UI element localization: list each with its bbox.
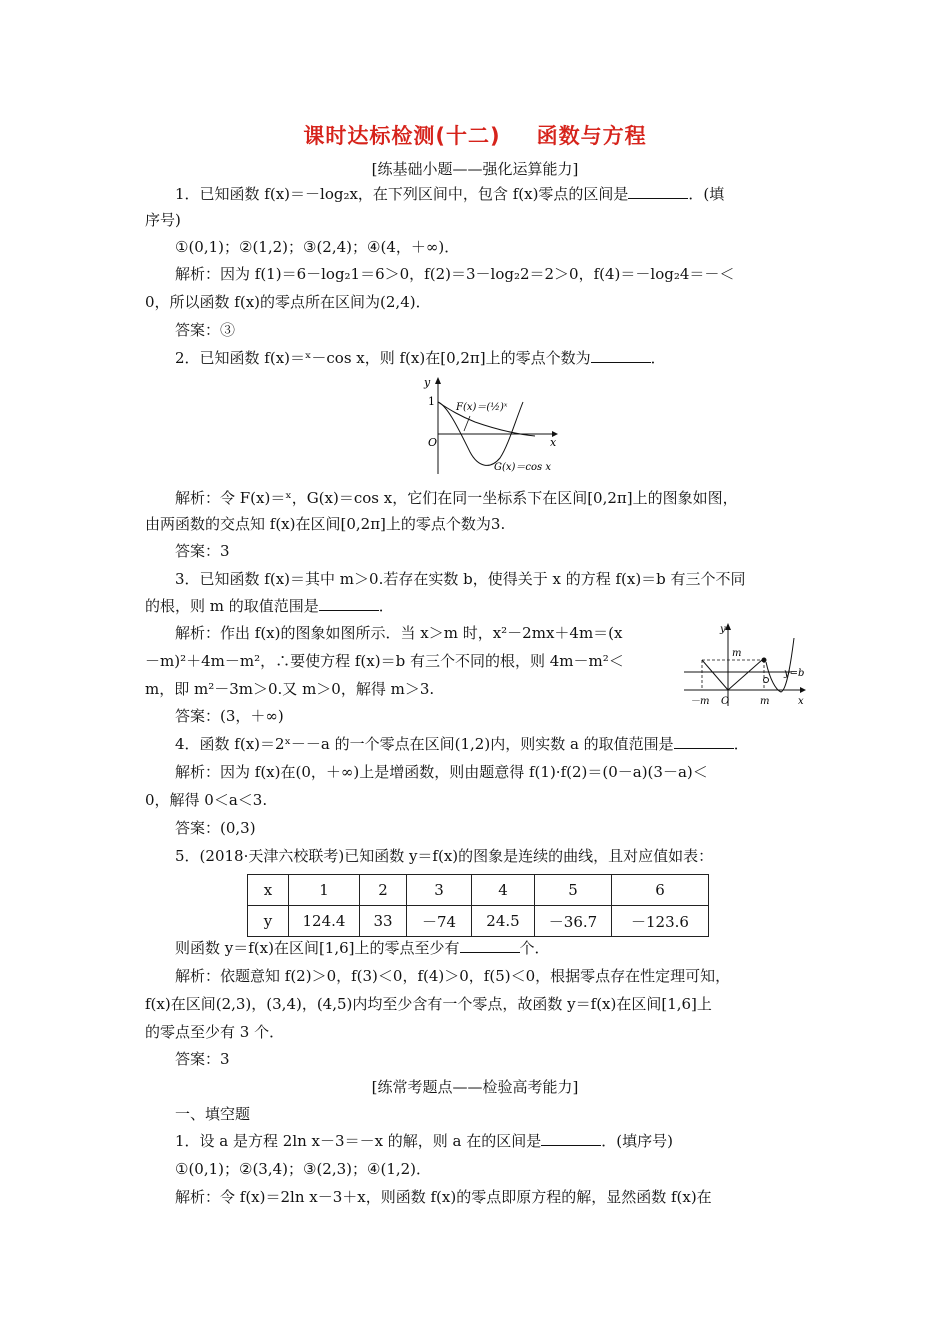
- x-label: x: [550, 436, 557, 449]
- q4-stem: 4．函数 f(x)＝2ˣ－－a 的一个零点在区间(1,2)内，则实数 a 的取值范围是 ．: [175, 735, 749, 753]
- q3-solution-cont1: －m)²＋4m－m²，∴要使方程 f(x)＝b 有三个不同的根，则 4m－m²＜: [145, 652, 624, 670]
- q4-answer: 答案：(0,3): [175, 819, 256, 837]
- origin-label: O: [428, 436, 438, 449]
- part-heading: 一、填空题: [175, 1105, 251, 1123]
- q3-stem: 3．已知函数 f(x)＝其中 m＞0.若存在实数 b，使得关于 x 的方程 f(x)＝b 有三个不同: [175, 570, 746, 588]
- q5-solution: 解析：依题意知 f(2)＞0，f(3)＜0，f(4)＞0，f(5)＜0，根据零点存在性定理可知，: [175, 967, 731, 985]
- table-cell: 5: [535, 875, 612, 906]
- table-cell: 2: [360, 875, 407, 906]
- left-branch: [702, 660, 728, 690]
- table-row-x: [248, 875, 709, 906]
- answer-blank: [460, 938, 520, 953]
- y-axis-arrow: [435, 377, 441, 384]
- q2-solution: 解析：令 F(x)＝ˣ，G(x)＝cos x，它们在同一坐标系下在区间[0,2π]上的图象如图，: [175, 489, 738, 507]
- table-cell: －74: [407, 906, 472, 937]
- q4-solution-cont: 0，解得 0＜a＜3.: [145, 791, 268, 809]
- G-label: G(x)＝cos x: [494, 462, 552, 473]
- table-cell: 1: [289, 875, 360, 906]
- title-main: 课时达标检测(十二): [303, 124, 501, 148]
- section-heading-exam: [练常考题点——检验高考能力]: [371, 1078, 579, 1096]
- F-label: F(x)＝(½)ˣ: [456, 402, 508, 413]
- right-branch: [728, 660, 762, 690]
- q5-question: 则函数 y＝f(x)在区间[1,6]上的零点至少有 个．: [175, 939, 550, 957]
- q3-function-graph: [680, 620, 810, 710]
- y-eq-b-label: y=b: [784, 668, 805, 679]
- answer-blank: [541, 1131, 601, 1146]
- parabola-branch: [766, 638, 794, 692]
- table-cell: x: [248, 875, 289, 906]
- section-heading-basic: [练基础小题——强化运算能力]: [371, 160, 579, 178]
- m-level-label: m: [732, 648, 742, 659]
- table-cell: y: [248, 906, 289, 937]
- table-cell: 33: [360, 906, 407, 937]
- tick-one: 1: [428, 395, 435, 408]
- q1-stem-cont: 序号): [145, 211, 181, 229]
- x-label: x: [798, 696, 804, 707]
- table-cell: －36.7: [535, 906, 612, 937]
- q1-options: ①(0,1)；②(1,2)；③(2,4)；④(4，＋∞)．: [175, 238, 460, 256]
- q3-solution: 解析：作出 f(x)的图象如图所示．当 x＞m 时，x²－2mx＋4m＝(x: [175, 624, 623, 642]
- q5-stem: 5．(2018·天津六校联考)已知函数 y＝f(x)的图象是连续的曲线，且对应值如表：: [175, 847, 714, 865]
- open-point: [764, 678, 769, 683]
- m-axis-label: m: [760, 696, 770, 707]
- q2-stem: 2．已知函数 f(x)＝ˣ－cos x，则 f(x)在[0,2π]上的零点个数为 ．: [175, 349, 666, 367]
- answer-blank: [319, 596, 379, 611]
- y-label: y: [424, 376, 431, 389]
- q3-solution-cont2: m，即 m²－3m＞0.又 m＞0，解得 m＞3.: [145, 680, 435, 698]
- q3-stem-cont: 的根，则 m 的取值范围是 ．: [145, 597, 394, 615]
- closed-point: [762, 658, 767, 663]
- q2-solution-cont: 由两函数的交点知 f(x)在区间[0,2π]上的零点个数为3.: [145, 515, 506, 533]
- p1-solution: 解析：令 f(x)＝2ln x－3＋x，则函数 f(x)的零点即原方程的解，显然函数 f(x)在: [175, 1188, 712, 1206]
- answer-blank: [591, 348, 651, 363]
- neg-m-label: －m: [690, 696, 710, 707]
- q4-solution: 解析：因为 f(x)在(0，＋∞)上是增函数，则由题意得 f(1)·f(2)＝(0－a)(3－a)＜: [175, 763, 708, 781]
- page-title: [0, 120, 950, 150]
- table-cell: 124.4: [289, 906, 360, 937]
- table-cell: 6: [612, 875, 709, 906]
- table-cell: 3: [407, 875, 472, 906]
- q2-function-graph: [420, 374, 565, 476]
- x-axis-arrow: [800, 687, 806, 693]
- q5-solution-cont1: f(x)在区间(2,3)，(3,4)，(4,5)内均至少含有一个零点，故函数 y＝f(x)在区间[1,6]上: [145, 995, 712, 1013]
- y-label: y: [720, 624, 726, 635]
- q5-value-table: [247, 874, 709, 937]
- q2-answer: 答案：3: [175, 542, 230, 560]
- q1-solution: 解析：因为 f(1)＝6－log₂1＝6＞0，f(2)＝3－log₂2＝2＞0，f(4)＝－log₂4＝－＜: [175, 265, 735, 283]
- q5-answer: 答案：3: [175, 1050, 230, 1068]
- table-cell: －123.6: [612, 906, 709, 937]
- table-row-y: [248, 906, 709, 937]
- p1-options: ①(0,1)；②(3,4)；③(2,3)；④(1,2)．: [175, 1160, 432, 1178]
- table-cell: 24.5: [472, 906, 535, 937]
- answer-blank: [674, 734, 734, 749]
- y-axis-arrow: [725, 623, 731, 630]
- q1-answer: 答案：③: [175, 321, 236, 339]
- table-cell: 4: [472, 875, 535, 906]
- p1-stem: 1．设 a 是方程 2ln x－3＝－x 的解，则 a 在的区间是 ．(填序号): [175, 1132, 673, 1150]
- answer-blank: [628, 184, 688, 199]
- title-topic: 函数与方程: [536, 124, 647, 148]
- q1-solution-cont: 0，所以函数 f(x)的零点所在区间为(2,4)．: [145, 293, 431, 311]
- origin-label: O: [721, 696, 730, 707]
- q5-solution-cont2: 的零点至少有 3 个．: [145, 1023, 285, 1041]
- q3-answer: 答案：(3，＋∞): [175, 707, 284, 725]
- q1-stem: 1．已知函数 f(x)＝－log₂x，在下列区间中，包含 f(x)零点的区间是 ．(填: [175, 185, 725, 203]
